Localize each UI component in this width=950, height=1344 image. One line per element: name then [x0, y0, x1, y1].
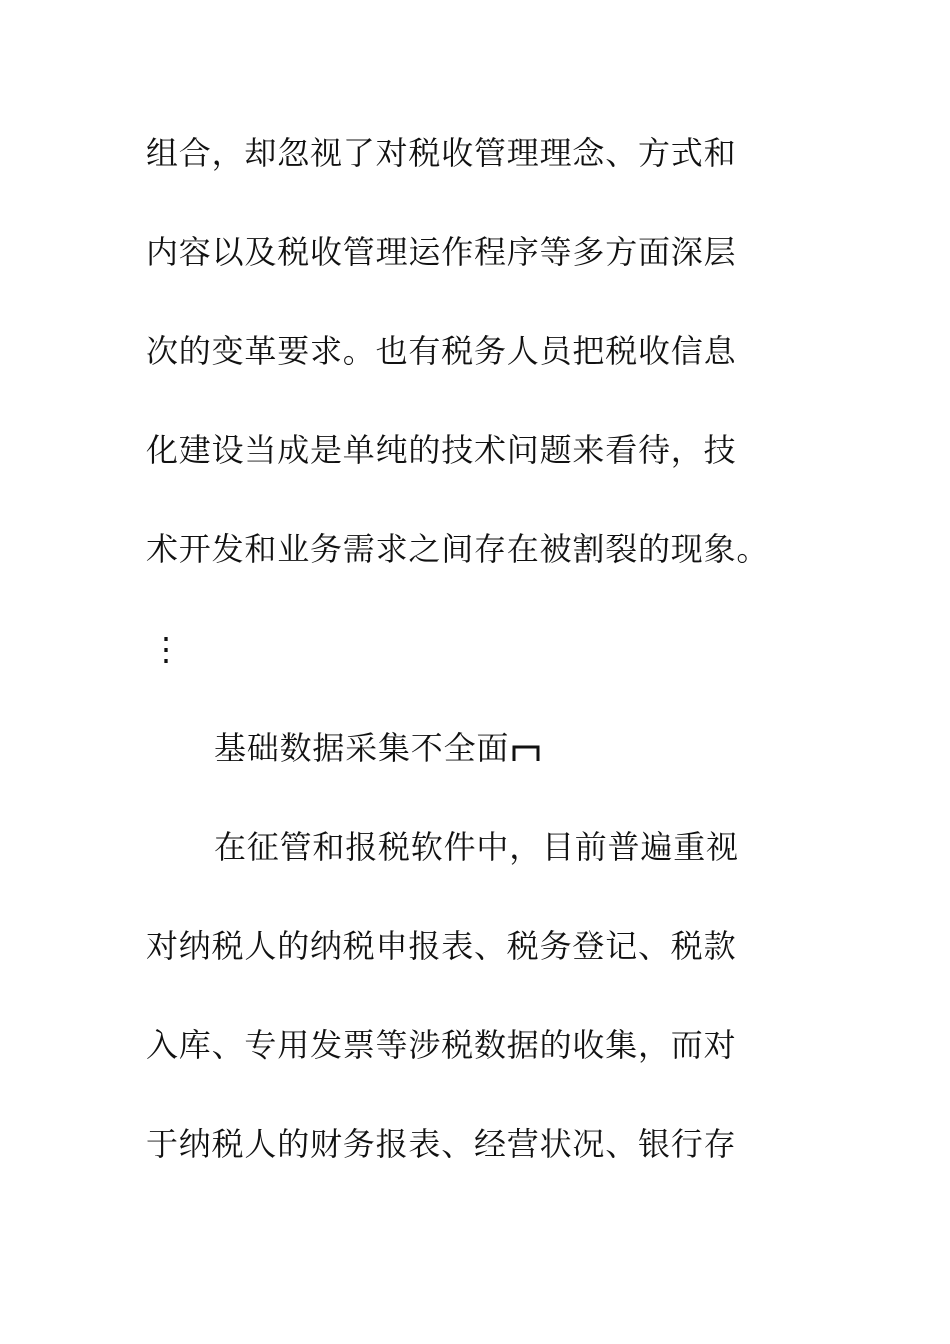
- section-heading-text: 基础数据采集不全面: [214, 729, 510, 767]
- text-line-1: 组合，却忽视了对税收管理理念、方式和: [146, 134, 737, 172]
- paragraph-line-2: 对纳税人的纳税申报表、税务登记、税款: [146, 927, 737, 965]
- text-line-3: 次的变革要求。也有税务人员把税收信息: [146, 332, 737, 370]
- bracket-marker-icon: [511, 741, 541, 763]
- text-line-2: 内容以及税收管理运作程序等多方面深层: [146, 233, 737, 271]
- section-heading: [214, 723, 874, 773]
- vertical-ellipsis: ⋮: [150, 630, 183, 668]
- text-line-4: 化建设当成是单纯的技术问题来看待，技: [146, 431, 737, 469]
- text-line-5: 术开发和业务需求之间存在被割裂的现象。: [146, 530, 770, 568]
- paragraph-line-3: 入库、专用发票等涉税数据的收集，而对: [146, 1026, 737, 1064]
- paragraph-line-4: 于纳税人的财务报表、经营状况、银行存: [146, 1125, 737, 1163]
- paragraph-line-1: 在征管和报税软件中，目前普遍重视: [214, 828, 739, 866]
